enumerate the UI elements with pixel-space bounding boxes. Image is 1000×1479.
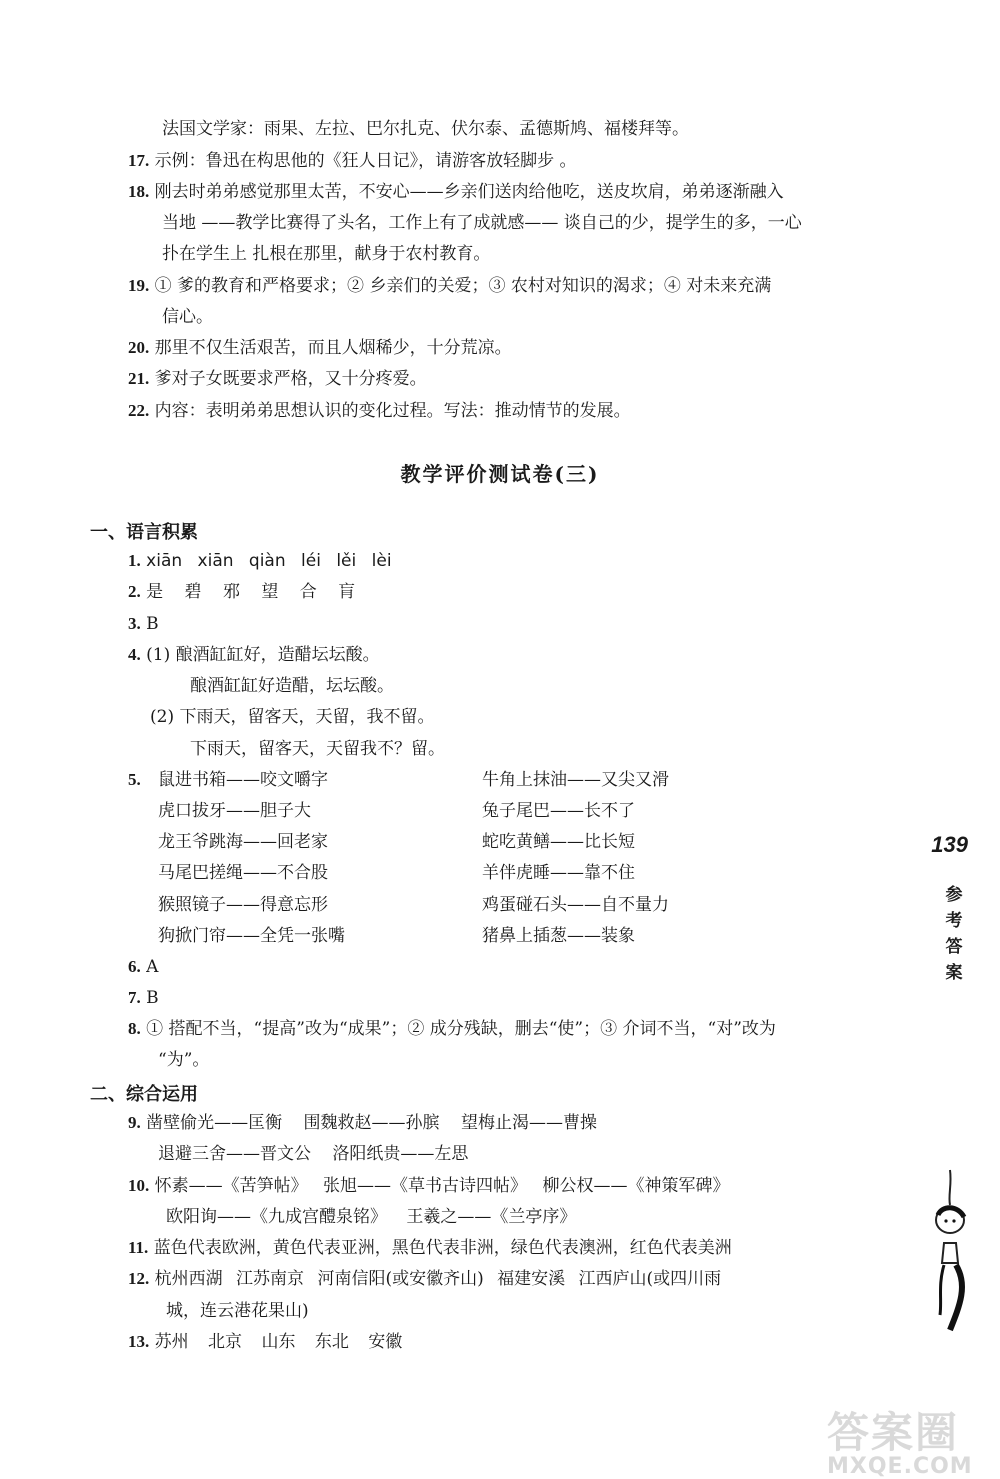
side-label-char: 案 xyxy=(945,963,963,983)
section-heading-1: 一、语言积累 xyxy=(90,522,198,543)
answer-10: 10. 怀素——《苦笋帖》 张旭——《草书古诗四帖》 柳公权——《神策军碑》 xyxy=(128,1176,730,1196)
answer-12: 12. 杭州西湖 江苏南京 河南信阳(或安徽齐山) 福建安溪 江西庐山(或四川雨 xyxy=(128,1269,722,1289)
answer-9-cont: 退避三舍——晋文公 洛阳纸贵——左思 xyxy=(158,1144,469,1164)
answer-20: 20. 那里不仅生活艰苦，而且人烟稀少，十分荒凉。 xyxy=(128,338,512,358)
answer-4-part-2: (2) 下雨天，留客天，天留，我不留。 xyxy=(150,707,435,727)
answer-17: 17. 示例：鲁迅在构思他的《狂人日记》，请游客放轻脚步 。 xyxy=(128,151,577,171)
answer-1: 1. xiān xiān qiàn léi lěi lèi xyxy=(128,551,392,571)
answer-4-cont-2: 下雨天，留客天，天留我不？留。 xyxy=(190,739,445,759)
answer-18-cont-2: 扑在学生上 扎根在那里，献身于农村教育。 xyxy=(162,244,491,264)
page-number: 139 xyxy=(931,832,968,857)
answer-18-cont-1: 当地 ——教学比赛得了头名，工作上有了成就感—— 谈自己的少，提学生的多，一心 xyxy=(162,213,802,233)
idiom-left: 狗掀门帘——全凭一张嘴 xyxy=(158,926,345,946)
watermark-url: MXQE.COM xyxy=(827,1454,973,1479)
side-label-char: 答 xyxy=(945,937,963,957)
side-label-char: 参 xyxy=(945,885,963,905)
idiom-right: 兔子尾巴——长不了 xyxy=(482,801,635,821)
answer-9: 9. 凿壁偷光——匡衡 围魏救赵——孙膑 望梅止渴——曹操 xyxy=(128,1113,597,1133)
answer-8-cont: “为”。 xyxy=(158,1050,210,1070)
answer-18: 18. 刚去时弟弟感觉那里太苦，不安心——乡亲们送肉给他吃，送皮坎肩，弟弟逐渐融入 xyxy=(128,182,784,202)
answer-13: 13. 苏州 北京 山东 东北 安徽 xyxy=(128,1332,403,1352)
answer-19: 19. ① 爹的教育和严格要求；② 乡亲们的关爱；③ 农村对知识的渴求；④ 对未来充满 xyxy=(128,276,772,296)
answer-4: 4. (1) 酿酒缸缸好，造醋坛坛酸。 xyxy=(128,645,380,665)
idiom-right: 鸡蛋碰石头——自不量力 xyxy=(482,895,669,915)
idiom-left: 马尾巴搓绳——不合股 xyxy=(158,863,328,883)
answer-4-cont-1: 酿酒缸缸好造醋，坛坛酸。 xyxy=(190,676,394,696)
section-heading-2: 二、综合运用 xyxy=(90,1084,198,1105)
answer-22: 22. 内容：表明弟弟思想认识的变化过程。写法：推动情节的发展。 xyxy=(128,401,631,421)
answer-19-cont: 信心。 xyxy=(162,307,213,327)
cartoon-figure-illustration xyxy=(920,1165,980,1345)
idiom-left: 鼠进书箱——咬文嚼字 xyxy=(158,770,328,790)
answer-7: 7. B xyxy=(128,988,159,1008)
answer-2: 2. 是 碧 邪 望 合 肓 xyxy=(128,582,356,602)
idiom-right: 蛇吃黄鳝——比长短 xyxy=(482,832,635,852)
idiom-left: 猴照镜子——得意忘形 xyxy=(158,895,328,915)
answer-3: 3. B xyxy=(128,614,159,634)
watermark-logo-text: 答案圈 xyxy=(827,1408,960,1457)
idiom-left: 龙王爷跳海——回老家 xyxy=(158,832,328,852)
test-title: 教学评价测试卷(三) xyxy=(400,462,600,486)
answer-21: 21. 爹对子女既要求严格，又十分疼爱。 xyxy=(128,369,427,389)
answer-10-cont: 欧阳询——《九成宫醴泉铭》 王羲之——《兰亭序》 xyxy=(166,1207,577,1227)
answer-11: 11. 蓝色代表欧洲，黄色代表亚洲，黑色代表非洲，绿色代表澳洲，红色代表美洲 xyxy=(128,1238,732,1258)
idiom-left: 虎口拔牙——胆子大 xyxy=(158,801,311,821)
idiom-right: 牛角上抹油——又尖又滑 xyxy=(482,770,669,790)
idiom-right: 羊伴虎睡——靠不住 xyxy=(482,863,635,883)
answer-12-cont: 城，连云港花果山) xyxy=(166,1301,309,1321)
answer-5-number: 5. xyxy=(128,770,141,789)
idiom-right: 猪鼻上插葱——装象 xyxy=(482,926,635,946)
watermark xyxy=(827,1400,992,1479)
answer-6: 6. A xyxy=(128,957,159,977)
side-label-char: 考 xyxy=(945,911,963,931)
answer-line-cont-16: 法国文学家：雨果、左拉、巴尔扎克、伏尔泰、孟德斯鸠、福楼拜等。 xyxy=(162,119,689,139)
answer-8: 8. ① 搭配不当，“提高”改为“成果”；② 成分残缺，删去“使”；③ 介词不当，“对”改为 xyxy=(128,1019,776,1039)
